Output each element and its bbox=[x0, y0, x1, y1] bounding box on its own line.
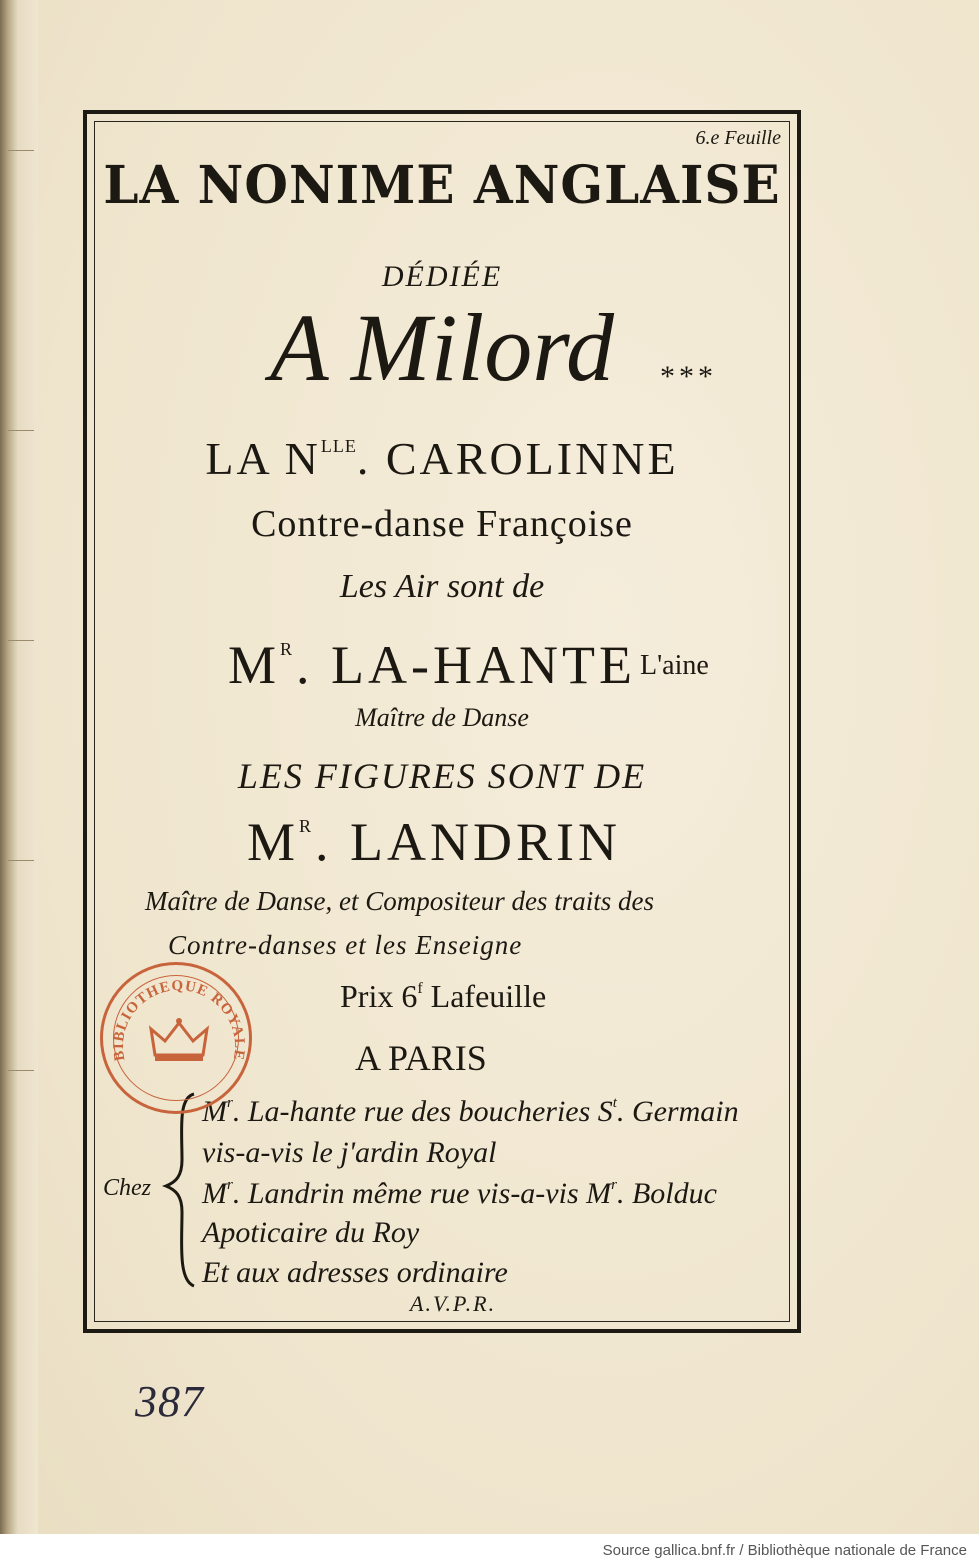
address-line-1 bbox=[202, 1096, 739, 1127]
address-3-sup2: r bbox=[611, 1177, 617, 1193]
price-rest: Lafeuille bbox=[422, 978, 547, 1014]
privilege: A.V.P.R. bbox=[410, 1291, 497, 1316]
shelf-mark: 387 bbox=[135, 1377, 204, 1426]
second-title-sup: LLE bbox=[320, 436, 357, 456]
sheet-number: 6.e Feuille bbox=[695, 127, 781, 149]
address-2-text: vis-a-vis le j'ardin Royal bbox=[202, 1136, 497, 1169]
figures-prefix: M bbox=[247, 812, 300, 872]
address-line-3 bbox=[202, 1178, 717, 1209]
library-stamp bbox=[100, 962, 252, 1114]
composer-prefix: M bbox=[228, 635, 281, 695]
address-line-4 bbox=[202, 1218, 419, 1248]
composer-role: Maître de Danse bbox=[355, 703, 529, 732]
main-title: LA NONIME ANGLAISE bbox=[103, 153, 781, 216]
composer-sup: R bbox=[280, 639, 297, 659]
figures-role-2: Contre-danses et les Enseigne bbox=[168, 930, 523, 960]
airs-line: Les Air sont de bbox=[339, 568, 545, 605]
price-sup: f bbox=[417, 980, 423, 997]
composer-name: . LA-HANTE bbox=[296, 635, 636, 695]
address-1-text: . La-hante rue des boucheries S bbox=[232, 1095, 613, 1128]
address-line-2 bbox=[202, 1138, 496, 1168]
dance-type: Contre-danse Françoise bbox=[251, 503, 633, 545]
second-title-rest: . CAROLINNE bbox=[356, 433, 679, 484]
addressee-mark: *** bbox=[660, 360, 717, 393]
address-1-sup2: t bbox=[612, 1095, 617, 1111]
chez-label: Chez bbox=[103, 1175, 151, 1201]
figures-author bbox=[247, 812, 622, 872]
address-3-pre: M bbox=[202, 1177, 227, 1210]
address-1-pre: M bbox=[202, 1095, 227, 1128]
figures-role-1: Maître de Danse, et Compositeur des traits des bbox=[145, 886, 654, 916]
crown-icon bbox=[147, 1015, 211, 1065]
stamp-text: BIBLIOTHEQUE ROYALE bbox=[110, 978, 248, 1062]
figures-name: . LANDRIN bbox=[315, 812, 622, 872]
addressee: A Milord bbox=[269, 294, 614, 401]
address-1-sup: r bbox=[227, 1095, 233, 1111]
address-3-text2: . Bolduc bbox=[616, 1177, 717, 1210]
place: A PARIS bbox=[355, 1038, 487, 1078]
second-title-prefix: LA N bbox=[205, 433, 321, 484]
address-1-text2: . Germain bbox=[616, 1095, 739, 1128]
source-footer: Source gallica.bnf.fr / Bibliothèque nationale de France bbox=[0, 1534, 979, 1566]
address-3-text: . Landrin même rue vis-a-vis M bbox=[232, 1177, 612, 1210]
price bbox=[340, 980, 546, 1012]
address-5-text: Et aux adresses ordinaire bbox=[202, 1256, 508, 1289]
composer bbox=[228, 635, 636, 695]
composer-suffix: L'aine bbox=[640, 650, 709, 681]
price-prefix: Prix 6 bbox=[340, 978, 418, 1014]
brace-icon bbox=[160, 1090, 200, 1290]
figures-line: LES FIGURES SONT DE bbox=[237, 756, 647, 796]
binding-edge bbox=[0, 0, 38, 1566]
address-3-sup: r bbox=[227, 1177, 233, 1193]
address-line-5 bbox=[202, 1258, 508, 1288]
figures-sup: R bbox=[299, 816, 316, 836]
second-title bbox=[94, 433, 790, 484]
dedication: DÉDIÉE bbox=[381, 260, 503, 293]
address-4-text: Apoticaire du Roy bbox=[202, 1216, 420, 1249]
